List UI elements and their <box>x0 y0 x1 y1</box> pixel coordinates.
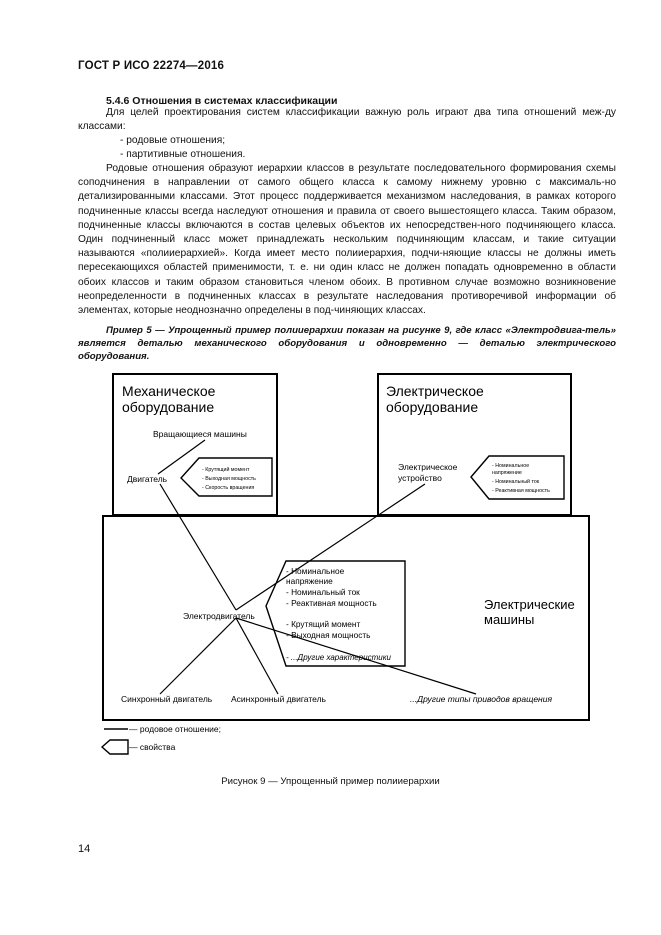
elec-device-label-1: Электрическое <box>398 462 458 472</box>
legend-callout-sample <box>102 740 128 754</box>
engine-prop-2: - Выходная мощность <box>202 476 256 482</box>
engine-prop-1: - Крутящий момент <box>202 467 250 473</box>
machines-box-title-1: Электрические <box>484 597 575 612</box>
list-item-partitive: - партитивные отношения. <box>120 149 246 160</box>
sync-motor-label: Синхронный двигатель <box>121 694 213 704</box>
page-number: 14 <box>78 843 91 855</box>
motor-prop-5: - Крутящий момент <box>286 619 361 629</box>
device-prop-1: - Номинальное <box>492 463 530 469</box>
mech-box-title-2: оборудование <box>122 399 215 415</box>
elec-box-title-1: Электрическое <box>386 383 484 399</box>
motor-prop-2: напряжение <box>286 576 333 586</box>
relation-engine-motor <box>160 484 236 610</box>
example-body: Пример 5 — Упрощенный пример полииерархии показан на рисунке 9, где класс «Электродвига-тель» является деталью механического оборудования и одновременно — деталью электрического оборудования. <box>78 325 616 362</box>
paragraph-intro: Для целей проектирования систем классификации важную роль играют два типа отношений меж-ду классами: <box>78 107 616 133</box>
rotating-machines-label: Вращающиеся машины <box>153 429 247 439</box>
paragraph-body: Родовые отношения образуют иерархии классов в результате последовательного формирования схемы соподчинения в направлении от самого общего класса к самому нижнему уровню с максималь-но детализированными классами. Этот процесс поддерживается механизмом наследования, в рамках которого подчиненные классы всегда наследуют отношения и правила от своего вышестоящего класса. Таким образом, подчиненные классы включаются в состав целевых объектов их непосредствен-ного подчиняющего класса. Один подчиненный класс может принадлежать нескольким подчиняющим классам, и такие ситуации называются «полииерархией». Когда имеет место полииерархия, подчи-няющие классы не должны иметь пересекающихся областей применимости, т. е. ни один класс не должен попадать одновременно в области обоих классов и таким образом становиться членом обоих. В противном случае возможно возникновение неопределенности в подчиненных классах в результате наследования противоречивой информации об элементах, которые неоднозначно определены в под-чиняющих классах. <box>78 163 616 317</box>
mech-box-title-1: Механическое <box>122 383 216 399</box>
async-motor-label: Асинхронный двигатель <box>231 694 326 704</box>
electric-motor-label: Электродвигатель <box>183 611 255 621</box>
section-title: 5.4.6 Отношения в системах классификации <box>106 95 338 107</box>
motor-prop-1: - Номинальное <box>286 566 345 576</box>
motor-prop-7: - ...Другие характеристики <box>286 653 391 662</box>
motor-prop-3: - Номинальный ток <box>286 587 360 597</box>
elec-device-label-2: устройство <box>398 473 442 483</box>
motor-prop-4: - Реактивная мощность <box>286 598 377 608</box>
engine-label: Двигатель <box>127 474 168 484</box>
relation-rotating-engine <box>158 440 205 474</box>
legend-props-label: — свойства <box>129 742 176 752</box>
device-prop-4: - Реактивная мощность <box>492 488 550 494</box>
list-item-generic: - родовые отношения; <box>120 135 226 146</box>
motor-prop-6: - Выходная мощность <box>286 630 371 640</box>
machines-box-title-2: машины <box>484 612 535 627</box>
elec-box-title-2: оборудование <box>386 399 479 415</box>
legend-generic-label: — родовое отношение; <box>129 724 221 734</box>
figure-caption: Рисунок 9 — Упрощенный пример полииерархии <box>221 776 440 787</box>
relation-motor-sync <box>160 618 236 694</box>
device-prop-3: - Номинальный ток <box>492 479 540 485</box>
device-prop-2: напряжение <box>492 470 522 476</box>
document-header: ГОСТ Р ИСО 22274—2016 <box>78 60 225 72</box>
engine-prop-3: - Скорость вращения <box>202 485 255 491</box>
other-drives-label: ...Другие типы приводов вращения <box>410 694 553 704</box>
